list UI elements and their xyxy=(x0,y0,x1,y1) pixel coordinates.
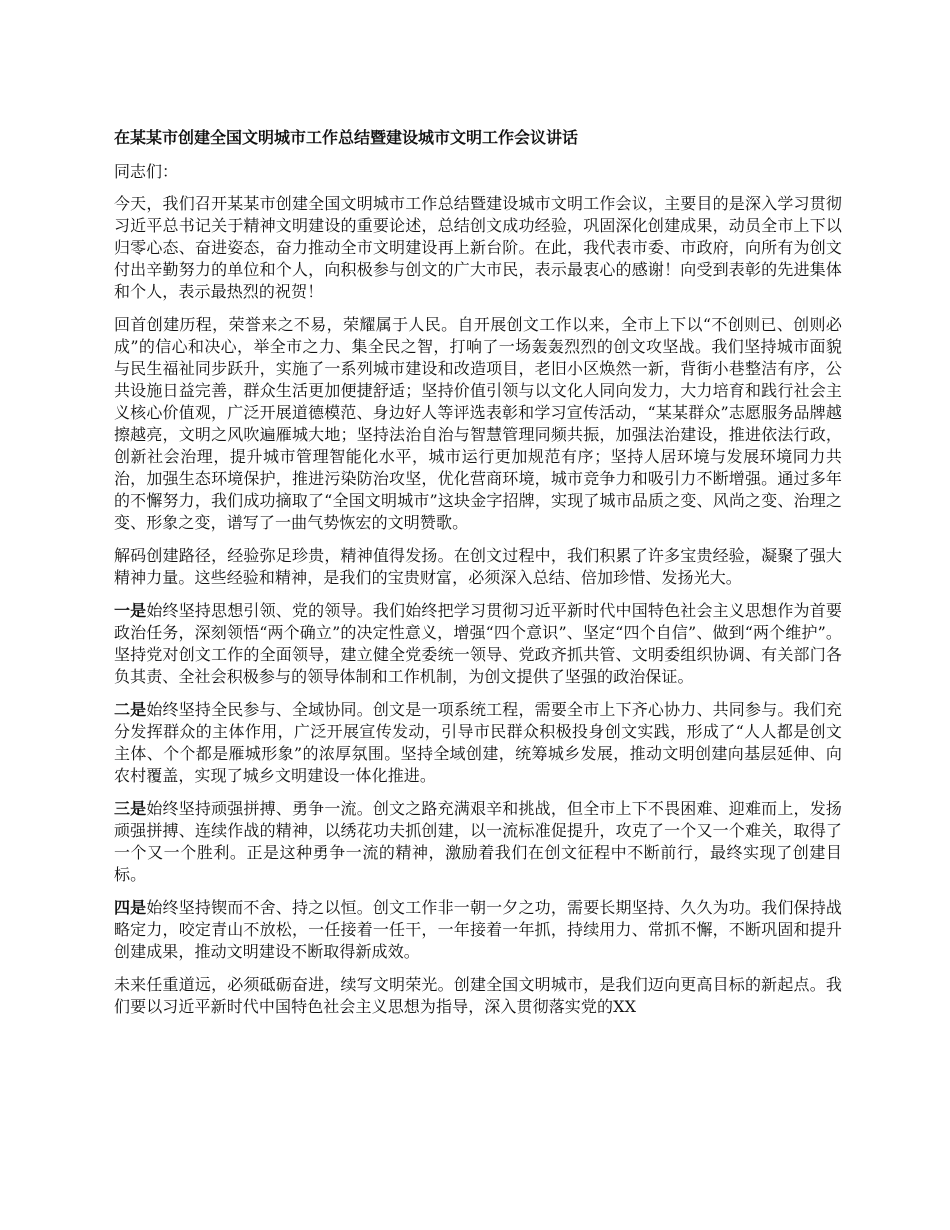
paragraph-lead: 一是 xyxy=(114,601,147,620)
paragraph-point-three xyxy=(114,798,842,886)
paragraph-text: 回首创建历程，荣誉来之不易，荣耀属于人民。自开展创文工作以来，全市上下以“不创则已、创则必成”的信心和决心，举全市之力、集全民之智，打响了一场轰轰烈烈的创文攻坚战。我们坚持城市面貌与民生福祉同步跃升，实施了一系列城市建设和改造项目，老旧小区焕然一新，背街小巷整洁有序，公共设施日益完善，群众生活更加便捷舒适；坚持价值引领与以文化人同向发力，大力培育和践行社会主义核心价值观，广泛开展道德模范、身边好人等评选表彰和学习宣传活动，“某某群众”志愿服务品牌越擦越亮，文明之风吹遍雁城大地；坚持法治自治与智慧管理同频共振，加强法治建设，推进依法行政，创新社会治理，提升城市管理智能化水平，城市运行更加规范有序；坚持人居环境与发展环境同力共治，加强生态环境保护，推进污染防治攻坚，优化营商环境，城市竞争力和吸引力不断增强。通过多年的不懈努力，我们成功摘取了“全国文明城市”这块金字招牌，实现了城市品质之变、风尚之变、治理之变、形象之变，谱写了一曲气势恢宏的文明赞歌。 xyxy=(114,315,842,532)
paragraph-future xyxy=(114,974,842,1018)
paragraph-opening xyxy=(114,193,842,303)
paragraph-point-four xyxy=(114,897,842,963)
salutation: 同志们： xyxy=(114,162,179,181)
paragraph-lead: 三是 xyxy=(114,799,147,818)
paragraph-text: 始终坚持思想引领、党的领导。我们始终把学习贯彻习近平新时代中国特色社会主义思想作为首要政治任务，深刻领悟“两个确立”的决定性意义，增强“四个意识”、坚定“四个自信”、做到“两个维护”。坚持党对创文工作的全面领导，建立健全党委统一领导、党政齐抓共管、文明委组织协调、有关部门各负其责、全社会积极参与的领导体制和工作机制，为创文提供了坚强的政治保证。 xyxy=(114,601,842,686)
paragraph-text: 未来任重道远，必须砥砺奋进，续写文明荣光。创建全国文明城市，是我们迈向更高目标的新起点。我们要以习近平新时代中国特色社会主义思想为指导，深入贯彻落实党的XX xyxy=(114,975,842,1016)
paragraph-experience xyxy=(114,545,842,589)
paragraph-text: 始终坚持顽强拼搏、勇争一流。创文之路充满艰辛和挑战，但全市上下不畏困难、迎难而上，发扬顽强拼搏、连续作战的精神，以绣花功夫抓创建，以一流标准促提升，攻克了一个又一个难关，取得了一个又一个胜利。正是这种勇争一流的精神，激励着我们在创文征程中不断前行，最终实现了创建目标。 xyxy=(114,799,842,884)
document-title: 在某某市创建全国文明城市工作总结暨建设城市文明工作会议讲话 xyxy=(114,128,579,147)
paragraph-point-two xyxy=(114,699,842,787)
paragraph-text: 始终坚持全民参与、全域协同。创文是一项系统工程，需要全市上下齐心协力、共同参与。我们充分发挥群众的主体作用，广泛开展宣传发动，引导市民群众积极投身创文实践，形成了“人人都是创文主体、个个都是雁城形象”的浓厚氛围。坚持全域创建，统筹城乡发展，推动文明创建向基层延伸、向农村覆盖，实现了城乡文明建设一体化推进。 xyxy=(114,700,842,785)
document-page xyxy=(114,127,842,1029)
paragraph-review xyxy=(114,314,842,534)
paragraph-text: 今天，我们召开某某市创建全国文明城市工作总结暨建设城市文明工作会议，主要目的是深入学习贯彻习近平总书记关于精神文明建设的重要论述，总结创文成功经验，巩固深化创建成果，动员全市上下以归零心态、奋进姿态，奋力推动全市文明建设再上新台阶。在此，我代表市委、市政府，向所有为创文付出辛勤努力的单位和个人，向积极参与创文的广大市民，表示最衷心的感谢！向受到表彰的先进集体和个人，表示最热烈的祝贺！ xyxy=(114,194,842,301)
paragraph-text: 解码创建路径，经验弥足珍贵，精神值得发扬。在创文过程中，我们积累了许多宝贵经验，凝聚了强大精神力量。这些经验和精神，是我们的宝贵财富，必须深入总结、倍加珍惜、发扬光大。 xyxy=(114,546,842,587)
paragraph-text: 始终坚持锲而不舍、持之以恒。创文工作非一朝一夕之功，需要长期坚持、久久为功。我们保持战略定力，咬定青山不放松，一任接着一任干，一年接着一年抓，持续用力、常抓不懈，不断巩固和提升创建成果，推动文明建设不断取得新成效。 xyxy=(114,898,842,961)
paragraph-point-one xyxy=(114,600,842,688)
paragraph-lead: 二是 xyxy=(114,700,147,719)
paragraph-lead: 四是 xyxy=(114,898,147,917)
